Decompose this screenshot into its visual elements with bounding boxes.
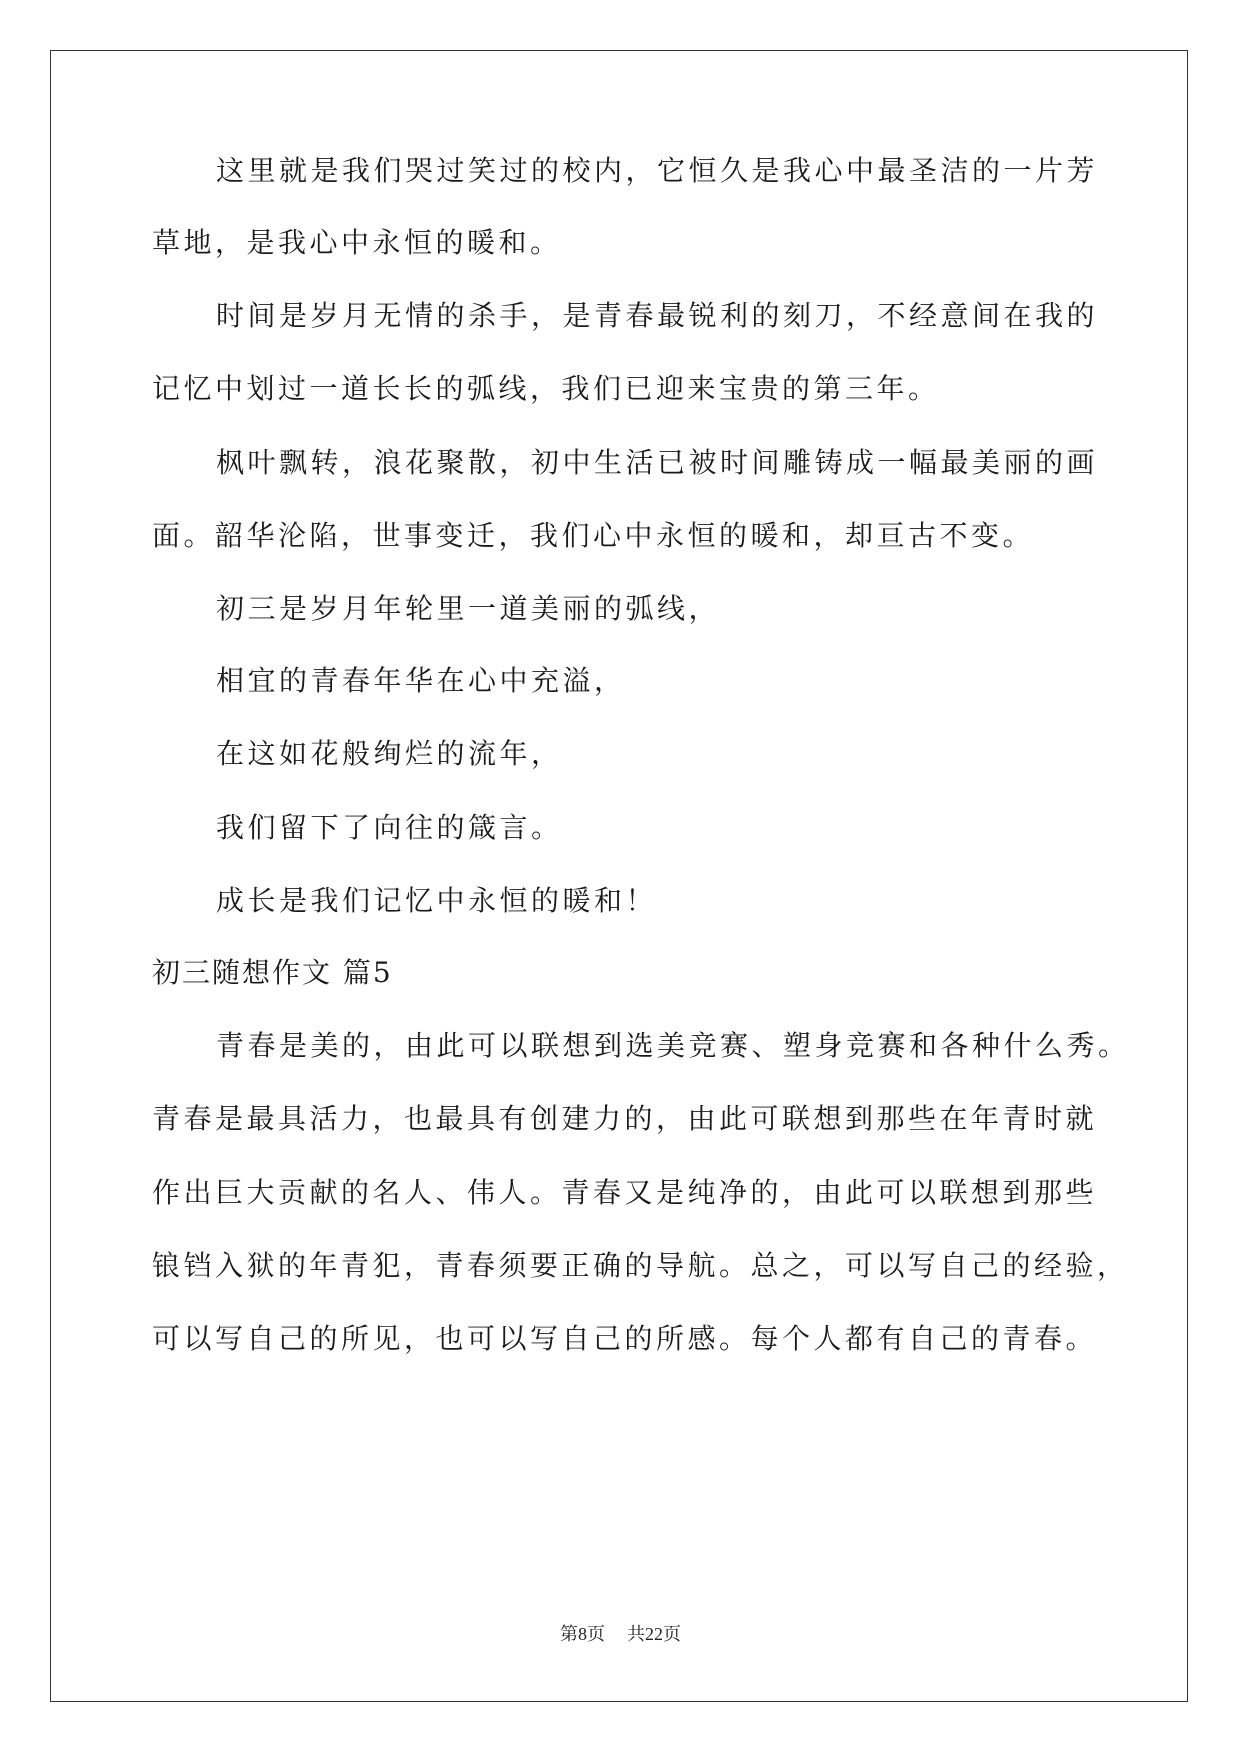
- paragraph-line: 青春是美的，由此可以联想到选美竞赛、塑身竞赛和各种什么秀。: [216, 1029, 1130, 1062]
- poem-line: 初三是岁月年轮里一道美丽的弧线，: [216, 592, 721, 625]
- poem-line: 在这如花般绚烂的流年，: [216, 737, 563, 770]
- poem-line: 我们留下了向往的箴言。: [216, 811, 563, 844]
- page-number-total: 共22页: [627, 1624, 681, 1644]
- paragraph-line: 面。韶华沦陷，世事变迁，我们心中永恒的暖和，却亘古不变。: [152, 519, 1035, 552]
- paragraph-line: 成长是我们记忆中永恒的暖和！: [216, 884, 658, 917]
- paragraph-line: 这里就是我们哭过笑过的校内，它恒久是我心中最圣洁的一片芳: [216, 154, 1099, 187]
- poem-line: 相宜的青春年华在心中充溢，: [216, 664, 626, 697]
- paragraph-line: 可以写自己的所见，也可以写自己的所感。每个人都有自己的青春。: [152, 1322, 1098, 1355]
- paragraph-line: 记忆中划过一道长长的弧线，我们已迎来宝贵的第三年。: [152, 372, 940, 405]
- page-footer: [0, 1622, 1241, 1646]
- paragraph-line: 锒铛入狱的年青犯，青春须要正确的导航。总之，可以写自己的经验，: [152, 1249, 1129, 1282]
- section-heading: 初三随想作文 篇5: [152, 956, 393, 989]
- paragraph-line: 草地，是我心中永恒的暖和。: [152, 226, 562, 259]
- page-number-current: 第8页: [560, 1624, 605, 1644]
- paragraph-line: 作出巨大贡献的名人、伟人。青春又是纯净的，由此可以联想到那些: [152, 1176, 1098, 1209]
- paragraph-line: 时间是岁月无情的杀手，是青春最锐利的刻刀，不经意间在我的: [216, 299, 1099, 332]
- paragraph-line: 青春是最具活力，也最具有创建力的，由此可联想到那些在年青时就: [152, 1102, 1098, 1135]
- paragraph-line: 枫叶飘转，浪花聚散，初中生活已被时间雕铸成一幅最美丽的画: [216, 446, 1099, 479]
